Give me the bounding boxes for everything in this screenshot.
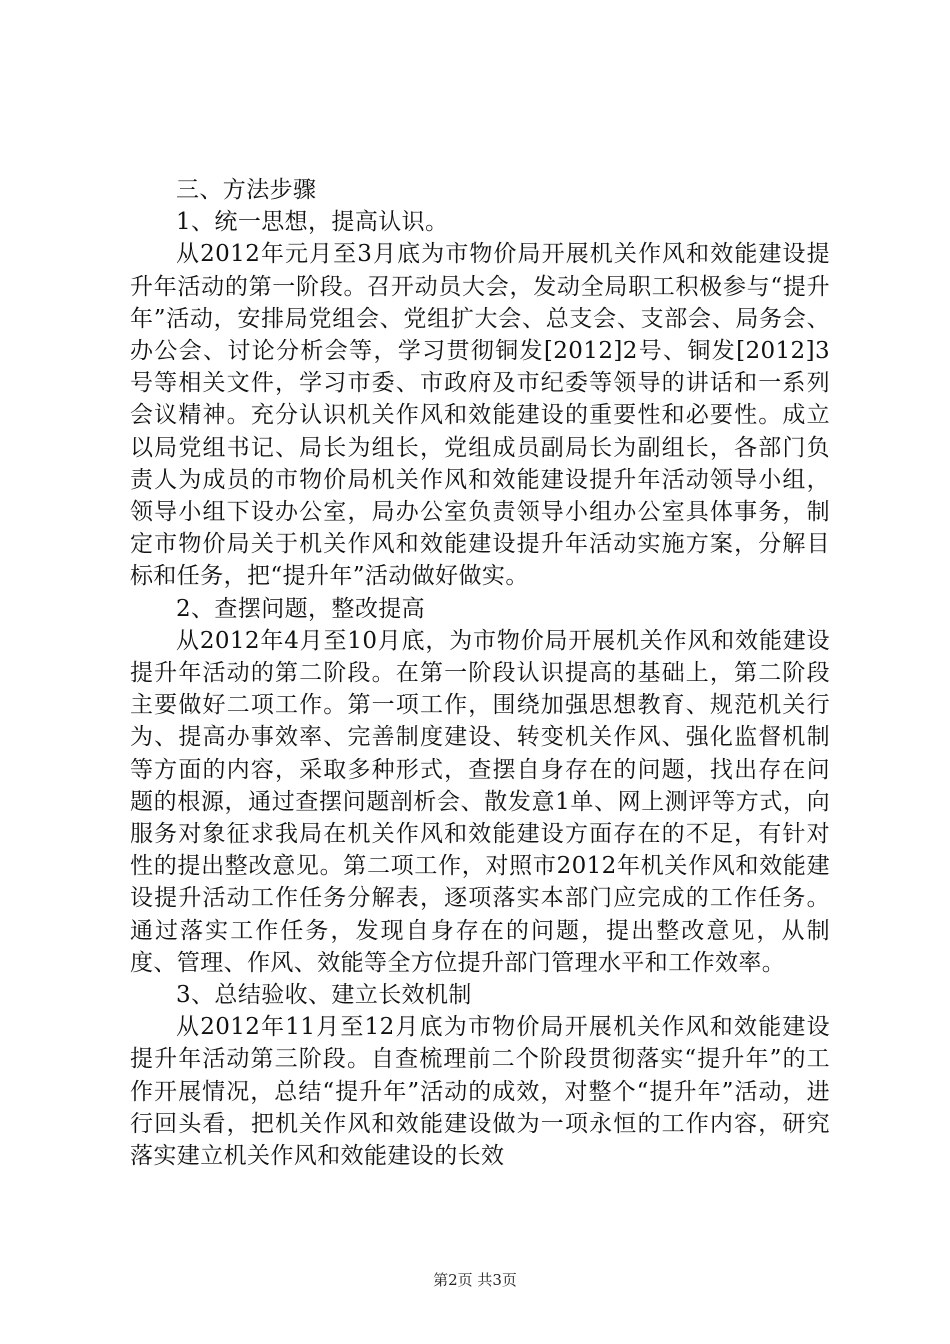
- page-footer: 第2页 共3页: [433, 1271, 517, 1289]
- step-heading-2: 2、查摆问题，整改提高: [176, 595, 426, 622]
- step-paragraph-3: 从2012年11月至12月底为市物价局开展机关作风和效能建设提升年活动第三阶段。自查梳理前二个阶段贯彻落实“提升年”的工作开展情况，总结“提升年”活动的成效，对整个“提升年”活动，进行回头看，把机关作风和效能建设做为一项永恒的工作内容，研究落实建立机关作风和效能建设的长效: [130, 1014, 830, 1170]
- step-paragraph-1: 从2012年元月至3月底为市物价局开展机关作风和效能建设提升年活动的第一阶段。召开动员大会，发动全局职工积极参与“提升年”活动，安排局党组会、党组扩大会、总支会、支部会、局务会、办公会、讨论分析会等，学习贯彻铜发[2012]2号、铜发[2012]3号等相关文件，学习市委、市政府及市纪委等领导的讲话和一系列会议精神。充分认识机关作风和效能建设的重要性和必要性。成立以局党组书记、局长为组长，党组成员副局长为副组长，各部门负责人为成员的市物价局机关作风和效能建设提升年活动领导小组，领导小组下设办公室，局办公室负责领导小组办公室具体事务，制定市物价局关于机关作风和效能建设提升年活动实施方案，分解目标和任务，把“提升年”活动做好做实。: [130, 241, 830, 590]
- document-body: [130, 174, 830, 1172]
- step-paragraph-2: 从2012年4月至10月底，为市物价局开展机关作风和效能建设提升年活动的第二阶段。在第一阶段认识提高的基础上，第二阶段主要做好二项工作。第一项工作，围绕加强思想教育、规范机关行为、提高办事效率、完善制度建设、转变机关作风、强化监督机制等方面的内容，采取多种形式，查摆自身存在的问题，找出存在问题的根源，通过查摆问题剖析会、散发意1单、网上测评等方式，向服务对象征求我局在机关作风和效能建设方面存在的不足，有针对性的提出整改意见。第二项工作，对照市2012年机关作风和效能建设提升活动工作任务分解表，逐项落实本部门应完成的工作任务。通过落实工作任务，发现自身存在的问题，提出整改意见，从制度、管理、作风、效能等全方位提升部门管理水平和工作效率。: [130, 627, 830, 976]
- section-heading: 三、方法步骤: [176, 177, 317, 203]
- step-heading-1: 1、统一思想，提高认识。: [176, 209, 449, 236]
- step-heading-3: 3、总结验收、建立长效机制: [176, 982, 472, 1009]
